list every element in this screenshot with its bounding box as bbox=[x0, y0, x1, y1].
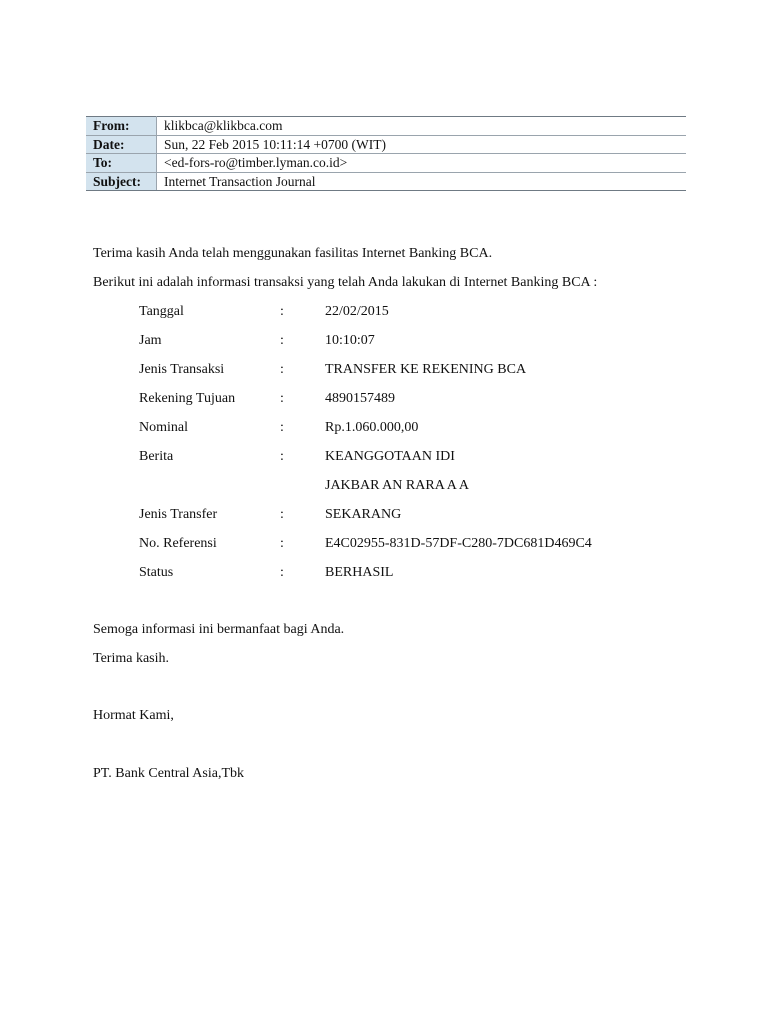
header-label-date: Date: bbox=[86, 135, 157, 154]
detail-value: 4890157489 bbox=[325, 391, 395, 406]
detail-row-jam bbox=[0, 333, 768, 349]
detail-label: Status bbox=[139, 565, 174, 580]
detail-row-nominal bbox=[0, 420, 768, 436]
detail-separator: : bbox=[280, 507, 284, 522]
closing-text-1: Semoga informasi ini bermanfaat bagi Anda. bbox=[93, 622, 345, 637]
regards-text: Hormat Kami, bbox=[93, 708, 174, 723]
detail-label: Tanggal bbox=[139, 304, 184, 319]
detail-row-rekening-tujuan bbox=[0, 391, 768, 407]
header-label-subject: Subject: bbox=[86, 172, 157, 191]
signature-text: PT. Bank Central Asia,Tbk bbox=[93, 766, 244, 781]
header-label-from: From: bbox=[86, 117, 157, 136]
detail-row-berita-continued bbox=[0, 478, 768, 494]
detail-row-no-referensi bbox=[0, 536, 768, 552]
header-label-to: To: bbox=[86, 154, 157, 173]
detail-label: Jenis Transfer bbox=[139, 507, 218, 522]
detail-value: KEANGGOTAAN IDI bbox=[325, 449, 455, 464]
header-value-from: klikbca@klikbca.com bbox=[157, 117, 687, 136]
detail-row-status bbox=[0, 565, 768, 581]
detail-value: BERHASIL bbox=[325, 565, 394, 580]
detail-row-berita bbox=[0, 449, 768, 465]
header-row-date bbox=[86, 135, 686, 154]
header-row-to bbox=[86, 154, 686, 173]
detail-label: Rekening Tujuan bbox=[139, 391, 236, 406]
detail-label: Jam bbox=[139, 333, 162, 348]
lead-text: Berikut ini adalah informasi transaksi yang telah Anda lakukan di Internet Banking BCA : bbox=[93, 275, 598, 290]
detail-label: Nominal bbox=[139, 420, 188, 435]
detail-separator: : bbox=[280, 391, 284, 406]
header-value-subject: Internet Transaction Journal bbox=[157, 172, 687, 191]
header-value-to: <ed-fors-ro@timber.lyman.co.id> bbox=[157, 154, 687, 173]
intro-text: Terima kasih Anda telah menggunakan fasilitas Internet Banking BCA. bbox=[93, 246, 493, 261]
email-header-table bbox=[86, 116, 686, 191]
detail-value: JAKBAR AN RARA A A bbox=[325, 478, 469, 493]
detail-separator: : bbox=[280, 304, 284, 319]
detail-separator: : bbox=[280, 333, 284, 348]
header-row-subject bbox=[86, 172, 686, 191]
detail-label: Berita bbox=[139, 449, 174, 464]
detail-label: Jenis Transaksi bbox=[139, 362, 225, 377]
detail-value: 10:10:07 bbox=[325, 333, 375, 348]
header-row-from bbox=[86, 117, 686, 136]
detail-separator: : bbox=[280, 420, 284, 435]
closing-text-2: Terima kasih. bbox=[93, 651, 169, 666]
detail-separator: : bbox=[280, 362, 284, 377]
detail-separator: : bbox=[280, 536, 284, 551]
detail-value: 22/02/2015 bbox=[325, 304, 389, 319]
detail-row-tanggal bbox=[0, 304, 768, 320]
header-value-date: Sun, 22 Feb 2015 10:11:14 +0700 (WIT) bbox=[157, 135, 687, 154]
detail-label: No. Referensi bbox=[139, 536, 217, 551]
detail-value: TRANSFER KE REKENING BCA bbox=[325, 362, 527, 377]
detail-separator: : bbox=[280, 449, 284, 464]
detail-row-jenis-transfer bbox=[0, 507, 768, 523]
detail-value: Rp.1.060.000,00 bbox=[325, 420, 419, 435]
detail-value: SEKARANG bbox=[325, 507, 402, 522]
detail-separator: : bbox=[280, 565, 284, 580]
detail-value: E4C02955-831D-57DF-C280-7DC681D469C4 bbox=[325, 536, 592, 551]
detail-row-jenis-transaksi bbox=[0, 362, 768, 378]
